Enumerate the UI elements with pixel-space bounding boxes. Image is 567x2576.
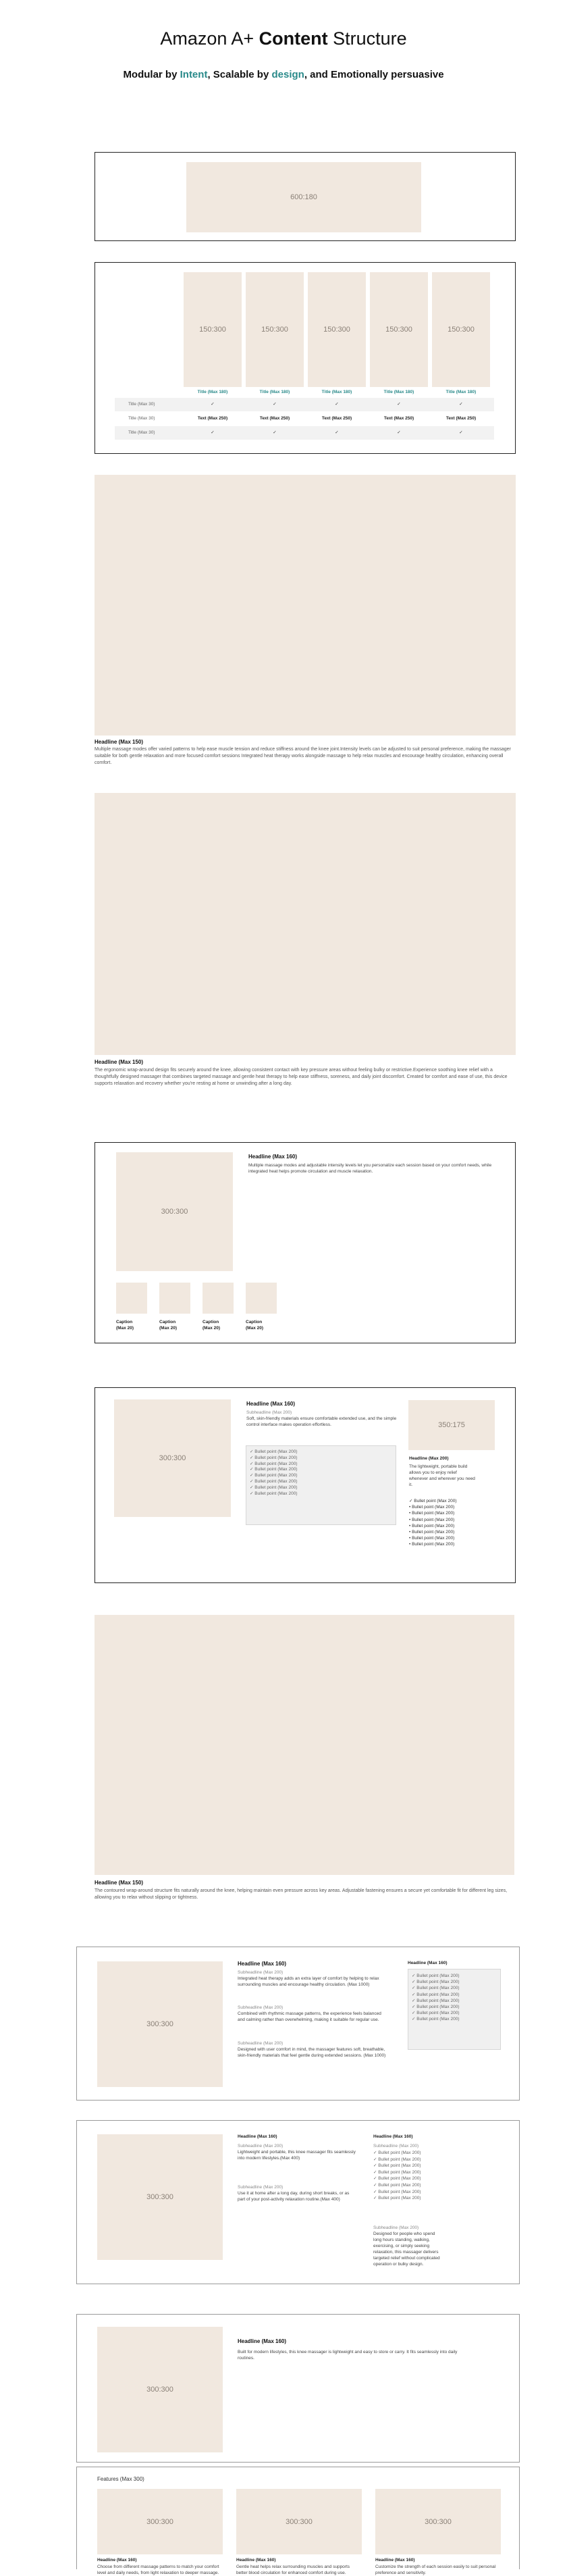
side-bullet-item: ✓ Bullet point (Max 200) [409,1499,457,1503]
feature-card-headline: Headline (Max 160) [97,2558,137,2562]
module7-body: The contoured wrap-around structure fits naturally around the knee, helping maintain even pressure across key areas. Adjustable fastening ensures a secure yet comfortable fit for different leg sizes, allowing you to relax without slipping or tightness. [94,1888,508,1900]
thumb-1 [116,1283,147,1314]
comparison-column-title: Title (Max 180) [383,390,414,394]
feature-card-text: Customize the strength of each session easily to suit personal preference and sensitivity. [375,2565,496,2575]
module8-subheadline: Subheadline (Max 200) [238,2041,284,2046]
bullet-item: ✓ Bullet point (Max 200) [250,1467,298,1472]
module9-text: Use it at home after a long day, during short breaks, or as part of your post-activity relaxation routine.(Max 400) [238,2191,350,2202]
module8-text: Integrated heat therapy adds an extra layer of comfort by helping to relax surrounding muscles and encourage healthy circulation. (Max 1000) [238,1976,379,1987]
module8-subheadline: Subheadline (Max 200) [238,2005,284,2010]
module8-headline: Headline (Max 160) [238,1961,287,1967]
thumb-3 [202,1283,234,1314]
bullet-item: ✓ Bullet point (Max 200) [412,1980,460,1985]
module9-side-sub2: Subheadline (Max 200) [373,2225,419,2230]
bullet-item: ✓ Bullet point (Max 200) [412,2011,460,2016]
module6-side-image: 350:175 [408,1400,495,1450]
bullet-item: ✓ Bullet point (Max 200) [373,2157,421,2162]
module10-image: 300:300 [97,2327,223,2452]
comparison-image-label: 150:300 [448,326,475,334]
comparison-check-icon: ✓ [397,430,401,435]
module9-image: 300:300 [97,2134,223,2260]
comparison-check-icon: ✓ [397,402,401,407]
module9-text: Lightweight and portable, this knee massager fits seamlessly into modern lifestyles.(Max 400) [238,2150,356,2161]
comparison-column-title: Title (Max 180) [446,390,477,394]
comparison-row-label: Title (Max 30) [128,430,155,435]
bullet-item: ✓ Bullet point (Max 200) [373,2163,421,2169]
module8-side-headline: Headline (Max 160) [408,1961,448,1965]
feature-card-image-1: 300:300 [97,2489,223,2554]
comparison-check-icon: ✓ [211,402,215,407]
module9-subheadline: Subheadline (Max 200) [238,2144,284,2148]
comparison-column-title: Title (Max 180) [197,390,228,394]
comparison-text-cell: Text (Max 250) [197,416,228,421]
comparison-text-cell: Text (Max 250) [383,416,414,421]
side-bullet-item: • Bullet point (Max 200) [409,1505,455,1510]
module6-side-body: The lightweight, portable build allows you to enjoy relief whenever and wherever you need it. [409,1464,475,1487]
thumb-2 [159,1283,190,1314]
comparison-image-5 [432,272,490,387]
caption-1: Caption (Max 20) [116,1320,134,1331]
side-bullet-item: • Bullet point (Max 200) [409,1523,455,1528]
module4-headline: Headline (Max 150) [94,1059,144,1065]
module6-side-headline: Headline (Max 200) [409,1456,449,1461]
side-bullet-item: • Bullet point (Max 200) [409,1530,455,1535]
thumb-4 [246,1283,277,1314]
bullet-item: ✓ Bullet point (Max 200) [412,2017,460,2022]
module3-headline: Headline (Max 150) [94,739,144,745]
feature-card-image-2: 300:300 [236,2489,362,2554]
hero-image-2 [94,793,516,1055]
bullet-item: ✓ Bullet point (Max 200) [412,1986,460,1991]
module9-side-sub: Subheadline (Max 200) [373,2144,419,2148]
side-bullet-item: • Bullet point (Max 200) [409,1511,455,1516]
features-title: Features (Max 300) [97,2476,144,2482]
comparison-check-icon: ✓ [335,402,339,407]
module8-text: Designed with user comfort in mind, the massager features soft, breathable, skin-friendly materials that feel gentle during extended sessions. (Max 1000) [238,2047,386,2058]
banner-image: 600:180 [186,162,421,232]
module7-headline: Headline (Max 150) [94,1880,144,1886]
bullet-item: ✓ Bullet point (Max 200) [373,2189,421,2194]
module6-subheadline: Subheadline (Max 200) [246,1410,292,1415]
module10-body: Built for modern lifestyles, this knee massager is lightweight and easy to store or carry. It fits seamlessly into daily routines. [238,2350,458,2361]
comparison-check-icon: ✓ [211,430,215,435]
comparison-text-cell: Text (Max 250) [321,416,352,421]
bullet-item: ✓ Bullet point (Max 200) [373,2183,421,2188]
comparison-image-label: 150:300 [385,326,412,334]
caption-2: Caption (Max 20) [159,1320,178,1331]
comparison-row-label: Title (Max 30) [128,402,155,407]
hero-image-1 [94,475,516,736]
comparison-image-1 [184,272,242,387]
bullet-item: ✓ Bullet point (Max 200) [250,1461,298,1466]
module9-side-headline: Headline (Max 160) [373,2134,413,2139]
comparison-check-icon: ✓ [459,402,463,407]
bullet-item: ✓ Bullet point (Max 200) [250,1455,298,1460]
bullet-item: ✓ Bullet point (Max 200) [250,1479,298,1484]
module8-text: Combined with rhythmic massage patterns, the experience feels balanced and calming rather than overwhelming, making it suitable for regular use. [238,2011,381,2022]
module5-body: Multiple massage modes and adjustable intensity levels let you personalize each session based on your comfort needs, while integrated heat helps promote circulation and muscle relaxation. [248,1163,492,1174]
feature-card-image-3: 300:300 [375,2489,501,2554]
caption-3: Caption (Max 20) [202,1320,221,1331]
bullet-item: ✓ Bullet point (Max 200) [250,1491,298,1496]
module9-side-text: Designed for people who spend long hours standing, walking, exercising, or simply seeking relaxation, this massager delivers targeted relief without complicated operation or bulky design. [373,2232,440,2267]
module5-headline: Headline (Max 160) [248,1154,298,1160]
feature-card-text: Choose from different massage patterns to match your comfort level and daily needs, from light relaxation to deeper massage. [97,2565,219,2575]
module6-headline: Headline (Max 160) [246,1401,296,1407]
comparison-image-label: 150:300 [323,326,350,334]
bullet-item: ✓ Bullet point (Max 200) [250,1449,298,1454]
comparison-image-4 [370,272,428,387]
comparison-text-cell: Text (Max 250) [446,416,477,421]
comparison-check-icon: ✓ [459,430,463,435]
module8-image: 300:300 [97,1961,223,2087]
comparison-image-2 [246,272,304,387]
bullet-item: ✓ Bullet point (Max 200) [412,2005,460,2009]
page-title: Amazon A+ Content Structure [160,28,407,49]
module6-body: Soft, skin-friendly materials ensure comfortable extended use, and the simple control interface makes operation effortless. [246,1416,397,1427]
module8-subheadline: Subheadline (Max 200) [238,1970,284,1975]
page-subtitle: Modular by Intent, Scalable by design, and Emotionally persuasive [123,69,444,80]
module9-subheadline: Subheadline (Max 200) [238,2185,284,2190]
bullet-item: ✓ Bullet point (Max 200) [250,1473,298,1478]
hero-image-3 [94,1615,514,1875]
module9-headline: Headline (Max 160) [238,2134,277,2139]
comparison-check-icon: ✓ [273,402,277,407]
bullet-item: ✓ Bullet point (Max 200) [250,1485,298,1490]
side-bullet-item: • Bullet point (Max 200) [409,1536,455,1541]
side-bullet-item: • Bullet point (Max 200) [409,1517,455,1522]
bullet-item: ✓ Bullet point (Max 200) [373,2176,421,2182]
bullet-item: ✓ Bullet point (Max 200) [373,2169,421,2175]
feature-card-headline: Headline (Max 160) [236,2558,276,2562]
comparison-image-3 [308,272,366,387]
comparison-image-label: 150:300 [261,326,288,334]
bullet-item: ✓ Bullet point (Max 200) [412,1974,460,1978]
bullet-item: ✓ Bullet point (Max 200) [412,1998,460,2003]
bullet-item: ✓ Bullet point (Max 200) [373,2150,421,2155]
bullet-item: ✓ Bullet point (Max 200) [373,2196,421,2201]
feature-card-text: Gentle heat helps relax surrounding muscles and supports better blood circulation for enhanced comfort during use. [236,2565,350,2575]
comparison-image-label: 150:300 [199,326,226,334]
side-bullet-item: • Bullet point (Max 200) [409,1542,455,1547]
module6-image: 300:300 [114,1399,231,1517]
comparison-text-cell: Text (Max 250) [259,416,290,421]
comparison-check-icon: ✓ [335,430,339,435]
comparison-column-title: Title (Max 180) [321,390,352,394]
comparison-column-title: Title (Max 180) [259,390,290,394]
module10-headline: Headline (Max 160) [238,2338,287,2344]
module4-body: The ergonomic wrap-around design fits securely around the knee, allowing consistent contact with key pressure areas without feeling bulky or restrictive.Experience soothing knee relief with a thoughtfully designed massager that combines targeted massage and gentle heat therapy to help ease stiffness, soreness, and daily joint discomfort. Created for comfort and ease of use, this device supports relaxation and recovery whether you're resting at home or unwinding after a long day. [94,1068,508,1086]
feature-card-headline: Headline (Max 160) [375,2558,415,2562]
module5-image: 300:300 [116,1152,233,1271]
caption-4: Caption (Max 20) [246,1320,264,1331]
comparison-check-icon: ✓ [273,430,277,435]
bullet-item: ✓ Bullet point (Max 200) [412,1992,460,1997]
comparison-row-label: Title (Max 30) [128,416,155,421]
module3-body: Multiple massage modes offer varied patterns to help ease muscle tension and reduce stiffness around the knee joint.Intensity levels can be adjusted to suit personal preference, making the massager suitable for both gentle relaxation and more focused comfort sessions Integrated heat therapy works alongside massage to help relax muscles and encourage healthy circulation, enhancing overall comfort. [94,747,511,765]
